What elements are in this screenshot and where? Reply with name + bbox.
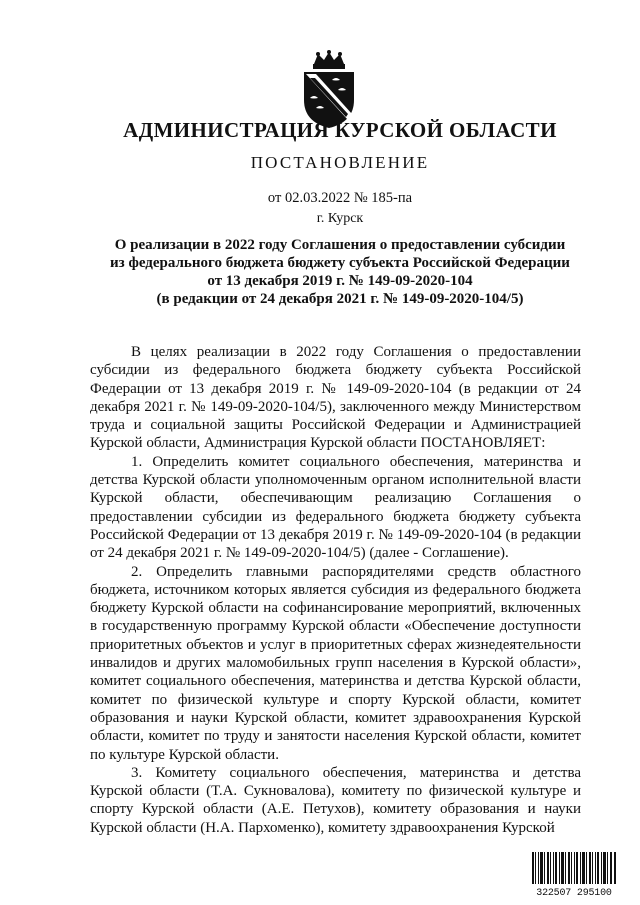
barcode-number: 322507 295100 <box>536 888 612 899</box>
title-line: (в редакции от 24 декабря 2021 г. № 149-09-2020-104/5) <box>156 291 524 307</box>
document-city: г. Курск <box>316 211 364 226</box>
title-line: из федерального бюджета бюджету субъекта Российской Федерации <box>110 255 570 271</box>
body-paragraph: 2. Определить главными распорядителями средств областного бюджета, источником которых является субсидия из федерального бюджета бюджету Курской области на софинансирование мероприятий, включенных в государственную программу Курской области «Обеспечение доступности приоритетных объектов и услуг в приоритетных сферах жизнедеятельности инвалидов и других маломобильных групп населения в Курской области», комитет социального обеспечения, материнства и детства Курской области, комитет по физической культуре и спорту Курской области, комитет образования и науки Курской области, комитет здравоохранения Курской области, комитет по труду и занятости населения Курской области, комитет по культуре Курской области. <box>90 563 581 763</box>
body-paragraph: 3. Комитету социального обеспечения, материнства и детства Курской области (Т.А. Сукновалова), комитету по физической культуре и спорту Курской области (А.Е. Петухов), комитету образования и науки Курской области (Н.А. Пархоменко), комитету здравоохранения Курской <box>90 764 581 836</box>
document-type: ПОСТАНОВЛЕНИЕ <box>250 153 430 172</box>
body-paragraph: В целях реализации в 2022 году Соглашения о предоставлении субсидии из федерального бюджета бюджету субъекта Российской Федерации от 13 декабря 2019 г. № 149-09-2020-104 (в редакции от 24 декабря 2021 г. № 149-09-2020-104/5), заключенного между Министерством труда и социальной защиты Российской Федерации и Администрацией Курской области, Администрация Курской области ПОСТАНОВЛЯЕТ: <box>90 344 581 452</box>
body-paragraph: 1. Определить комитет социального обеспечения, материнства и детства Курской области уполномоченным органом исполнительной власти Курской области, обеспечивающим реализацию Соглашения о предоставлении субсидии из федерального бюджета бюджету субъекта Российской Федерации от 13 декабря 2019 г. № 149-09-2020-104 (в редакции от 24 декабря 2021 г. № 149-09-2020-104/5) (далее - Соглашение). <box>90 453 581 562</box>
document-body <box>90 343 581 837</box>
barcode-bars <box>531 852 617 884</box>
organization-name: АДМИНИСТРАЦИЯ КУРСКОЙ ОБЛАСТИ <box>123 118 557 142</box>
title-line: О реализации в 2022 году Соглашения о предоставлении субсидии <box>114 237 566 253</box>
document-number: от 02.03.2022 № 185-па <box>267 190 413 206</box>
title-line: от 13 декабря 2019 г. № 149-09-2020-104 <box>207 273 473 289</box>
barcode <box>531 852 617 899</box>
document-title <box>90 236 590 308</box>
